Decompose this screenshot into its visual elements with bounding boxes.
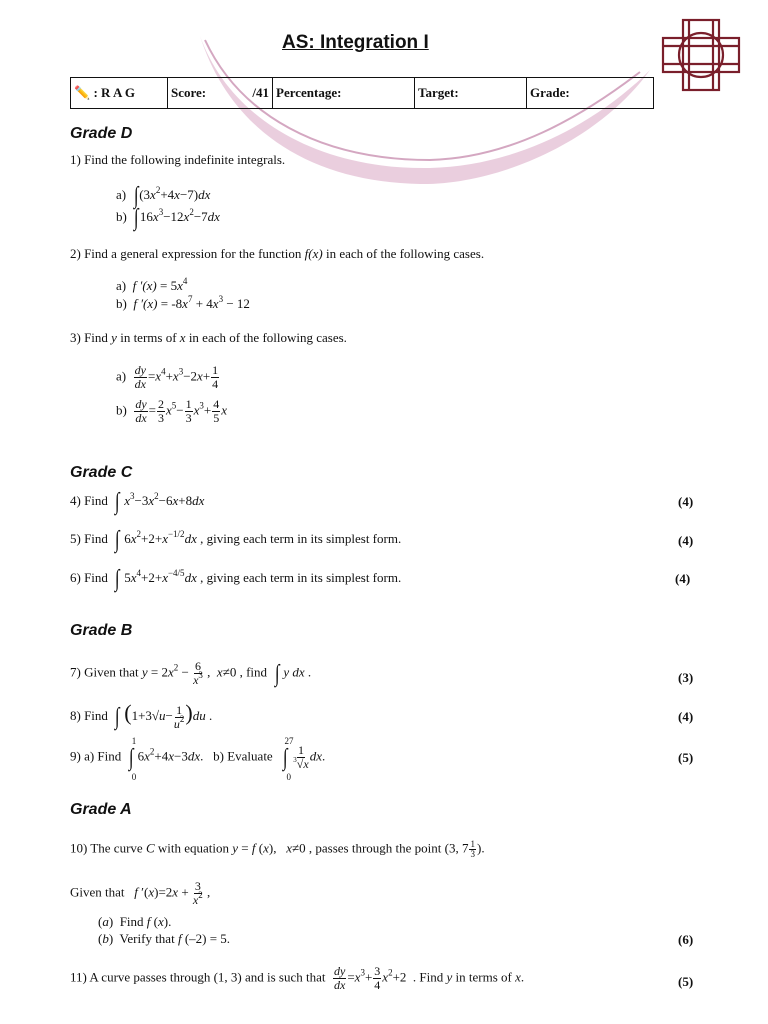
marks-q4: (4) [678,494,694,509]
marks-q6: (4) [675,571,691,586]
marks-q11: (5) [678,974,694,989]
marks-q9: (5) [678,750,694,765]
score-label: Score: [171,85,207,100]
question-11: 11) A curve passes through (1, 3) and is such that $\frac{dy}{dx}$ $=x^3+$ $\frac{3}{4}$ $x^2+2$ . Find y in terms of x. [70,964,525,992]
question-10: 10) The curve C with equation y = f (x), x≠0 , passes through the point (3, 7 $\frac{1}{3}$ ). [70,839,485,859]
header-table [70,77,654,109]
question-2: 2) Find a general expression for the function f(x) in each of the following cases. [70,246,485,261]
percentage-cell [273,78,415,109]
marks-q8: (4) [678,709,694,724]
question-9: 9) a) Find 1 ∫ 0 $6x^2+4x-3dx$. b) Evaluate 27 ∫ 0 $\frac{1}{^3√x}$ dx. [70,735,326,782]
question-10b: (b) Verify that f (–2) = 5. [98,931,231,946]
rag-cell [71,78,168,109]
rag-label: : R A G [93,85,135,100]
question-1a: a) $\int(3x^2+4x-7)dx$ [116,183,211,209]
score-cell [168,78,273,109]
question-1: 1) Find the following indefinite integrals. [70,152,286,167]
question-10a: (a) Find f (x). [98,914,172,929]
grade-label: Grade: [530,85,570,100]
question-2b: b) f $'(x) = -8x^7 + 4x^3 - 12$ [116,294,250,311]
percentage-label: Percentage: [276,85,342,100]
question-3: 3) Find y in terms of x in each of the following cases. [70,330,347,345]
marks-q5: (4) [678,533,694,548]
marks-q10: (6) [678,932,694,947]
section-heading-grade-d: Grade D [70,125,133,142]
target-cell [415,78,527,109]
grade-cell [527,78,654,109]
section-heading-grade-b: Grade B [70,622,133,639]
celtic-knot-logo [655,14,747,96]
question-3a: a) $\frac{dy}{dx}$ $=x^4+x^3-2x+$ $\frac{1}{4}$ [116,363,219,391]
section-heading-grade-c: Grade C [70,464,133,481]
marks-q7: (3) [678,670,694,685]
question-8: 8) Find ∫ (1+3√u− $\frac{1}{u^2}$ )du . [70,700,213,731]
question-10-given: Given that f ′(x)=2x + $\frac{3}{x^2}$ , [70,879,211,907]
section-heading-grade-a: Grade A [70,801,132,818]
question-4: 4) Find ∫ $x^3-3x^2-6x+8dx$ [70,489,205,515]
target-label: Target: [418,85,459,100]
pencil-icon: ✏️ [74,85,91,100]
question-2a: a) f $'(x) = 5x^4$ [116,276,188,293]
score-total: /41 [252,85,269,100]
page-title: AS: Integration I [282,32,429,53]
question-1b: b) $\int 16x^3-12x^2-7dx$ [116,205,220,231]
question-7: 7) Given that $y = 2x^2$ − $\frac{6}{x^3}$ , x≠0 , find ∫ y dx . [70,659,312,687]
question-3b: b) $\frac{dy}{dx}$ = $\frac{2}{3}$ $x^5-$ $\frac{1}{3}$ $x^3+$ $\frac{4}{5}$ x [116,397,228,425]
question-6: 6) Find ∫ $5x^4+2+x^{-4/5}dx$ , giving each term in its simplest form. [70,566,402,592]
question-5: 5) Find ∫ $6x^2+2+x^{-1/2}dx$ , giving each term in its simplest form. [70,527,402,553]
